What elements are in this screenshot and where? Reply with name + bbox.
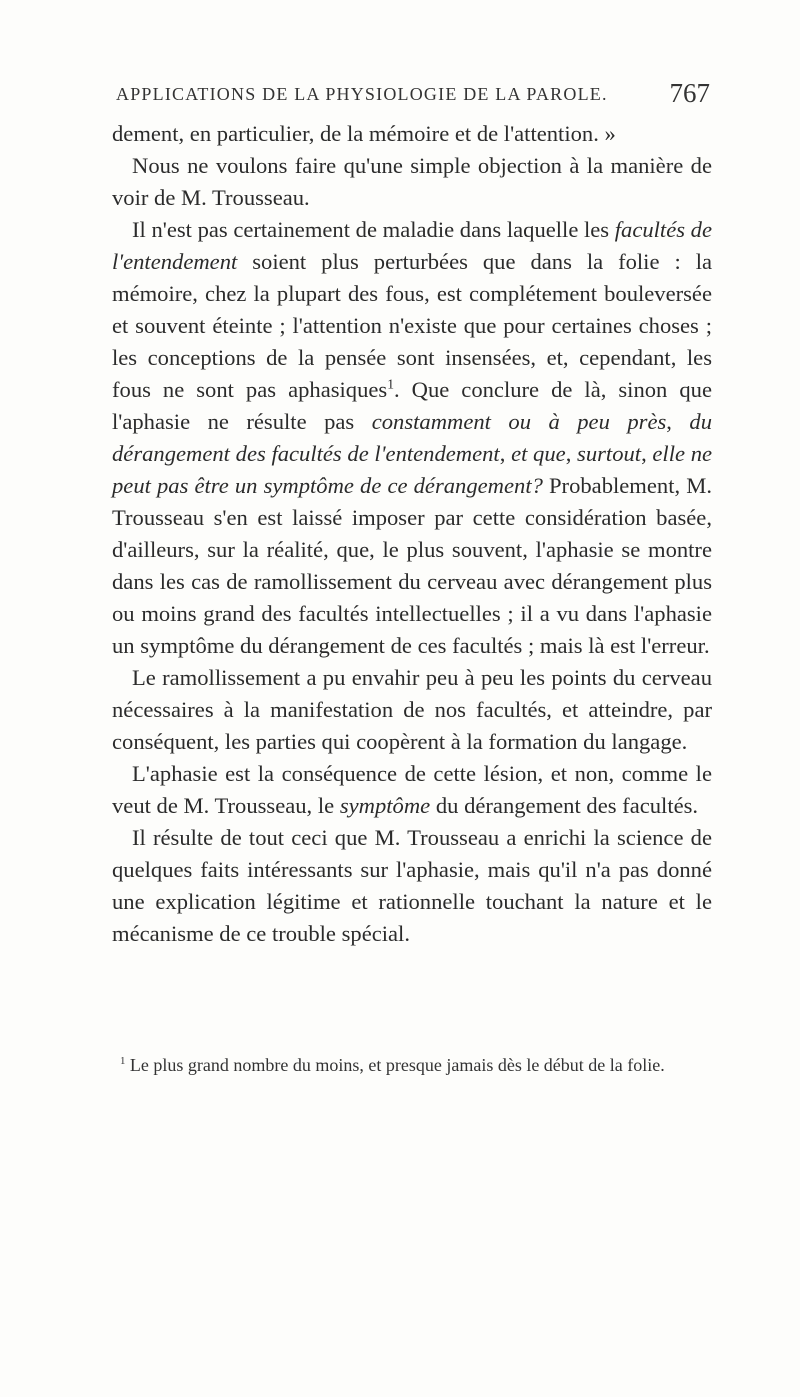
running-title: APPLICATIONS DE LA PHYSIOLOGIE DE LA PAROLE. [116,84,608,104]
paragraph-4 [112,662,712,758]
italic-run: surtout [577,441,642,466]
paragraph-3 [112,214,712,662]
italic-run: du dérangement des facultés de l'entendement [112,409,713,466]
text-run: , [666,409,690,434]
text-run: dement, en particulier, de la mémoire et de l'attention. » [112,121,616,146]
text-run: Nous ne voulons faire qu'une simple objection à la manière de voir de M. Trousseau. [112,153,712,210]
footnote [112,1052,712,1078]
footnote-marker: 1 [120,1055,126,1067]
text-run: soient plus perturbées que dans la folie : la mémoire, chez la plupart des fous, est complétement bouleversée et souvent éteinte ; l'attention n'existe que pour certaines choses ; les conceptions de la pensée sont insensées, et, cependant, les fous ne sont pas aphasiques [112,249,712,402]
footnote-ref: 1 [387,376,394,392]
paragraph-6 [112,822,712,950]
text-run: Probablement, M. Trousseau s'en est laissé imposer par cette considération basée, d'ailleurs, sur la réalité, que, le plus souvent, l'aphasie se montre dans les cas de ramollissement du cerveau avec dérangement plus ou moins grand des facultés intellectuelles ; il a vu dans l'aphasie un symptôme du dérangement de ces facultés ; mais là est l'erreur. [112,473,712,658]
text-run: Le ramollissement a pu envahir peu à peu les points du cerveau nécessaires à la manifestation de nos facultés, et atteindre, par conséquent, les parties qui coopèrent à la formation du langage. [112,665,712,754]
text-run: du dérangement des facultés. [430,793,699,818]
paragraph-1 [112,118,712,150]
text-run: Il résulte de tout ceci que M. Trousseau a enrichi la science de quelques faits intéressants sur l'aphasie, mais qu'il n'a pas donné une explication légitime et rationnelle touchant la nature et le mécanisme de ce trouble spécial. [112,825,712,946]
footnote-text [112,1052,712,1078]
text-run: , [499,441,512,466]
italic-run: elle ne peut pas être un symptôme de ce dérangement? [112,441,713,498]
page-number: 767 [669,78,710,108]
text-run: L'aphasie est la conséquence de cette lésion, et non, comme le veut de M. Trousseau, le [112,761,712,818]
italic-run: symptôme [339,793,431,818]
text-run: , [641,441,653,466]
running-head [0,78,710,112]
text-run: , [565,441,578,466]
text-run: . Que conclure de là, sinon que l'aphasie ne résulte pas [112,377,712,434]
footnote-body: Le plus grand nombre du moins, et presque jamais dès le début de la folie. [125,1055,665,1075]
italic-run: facultés de l'entendement [112,217,712,274]
paragraph-2 [112,150,712,214]
italic-run: et que [511,441,566,466]
paragraph-5 [112,758,712,822]
italic-run: constamment ou à peu près [371,409,667,434]
text-run: Il n'est pas certainement de maladie dans laquelle les [132,217,615,242]
body-text [112,118,712,950]
